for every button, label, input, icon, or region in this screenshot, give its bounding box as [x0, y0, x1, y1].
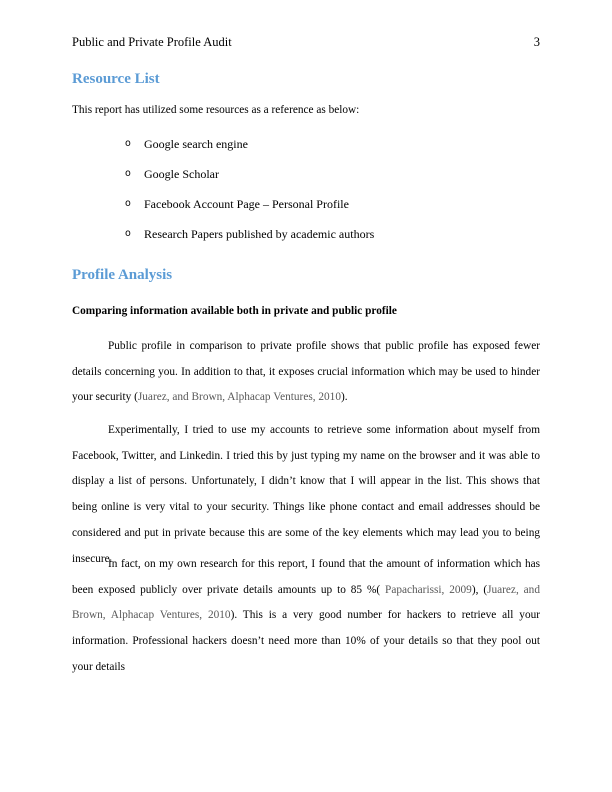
list-item-text: Google Scholar	[144, 167, 219, 181]
bullet-icon: o	[125, 168, 131, 179]
list-item	[125, 196, 374, 226]
bullet-icon: o	[125, 198, 131, 209]
page-number: 3	[533, 35, 540, 49]
paragraph-3-text-b: ). This is a very good number for hackers to retrieve all your information. Professional hackers doesn’t need more than 10% of your details so that they pool out your details	[72, 609, 541, 673]
list-item	[125, 166, 374, 196]
paragraph-1-text: Public profile in comparison to private profile shows that public profile has exposed fewer details concerning you. In addition to that, it exposes crucial information which may be used to hinder your security (	[72, 340, 540, 404]
running-head: Public and Private Profile Audit	[72, 35, 232, 49]
paragraph-3	[72, 552, 540, 681]
citation: Juarez, and Brown, Alphacap Ventures, 2010	[72, 583, 540, 622]
resource-list-intro: This report has utilized some resources as a reference as below:	[72, 104, 360, 116]
resource-list-heading: Resource List	[72, 71, 160, 87]
paragraph-2	[72, 418, 540, 572]
paragraph-1	[72, 334, 540, 411]
list-item-text: Facebook Account Page – Personal Profile	[144, 197, 349, 211]
paragraph-2-text: Experimentally, I tried to use my accounts to retrieve some information about myself from Facebook, Twitter, and Linkedin. I tried this by just typing my name on the browser and it was able to display a list of persons. Unfortunately, I didn’t know that I will appear in the list. This shows that being online is very vital to your security. Things like phone contact and email addresses should be considered and put in private because this are some of the key elements which may lead you to being insecure.	[72, 424, 540, 565]
resource-list	[125, 136, 374, 256]
paragraph-1-end: ).	[340, 391, 348, 404]
profile-analysis-heading: Profile Analysis	[72, 267, 173, 283]
profile-analysis-subheading: Comparing information available both in private and public profile	[72, 305, 397, 317]
list-item	[125, 136, 374, 166]
bullet-icon: o	[125, 228, 131, 239]
paragraph-3-text-a: In fact, on my own research for this report, I found that the amount of information which has been exposed publicly over private details amounts up to 85 %(	[72, 558, 540, 596]
list-item	[125, 226, 374, 256]
citation: Papacharissi, 2009	[380, 583, 472, 596]
list-item-text: Research Papers published by academic authors	[144, 227, 375, 241]
citation: Juarez, and Brown, Alphacap Ventures, 2010	[137, 391, 341, 404]
list-item-text: Google search engine	[144, 137, 248, 151]
paragraph-3-mid: ), (	[471, 583, 488, 596]
bullet-icon: o	[125, 138, 131, 149]
